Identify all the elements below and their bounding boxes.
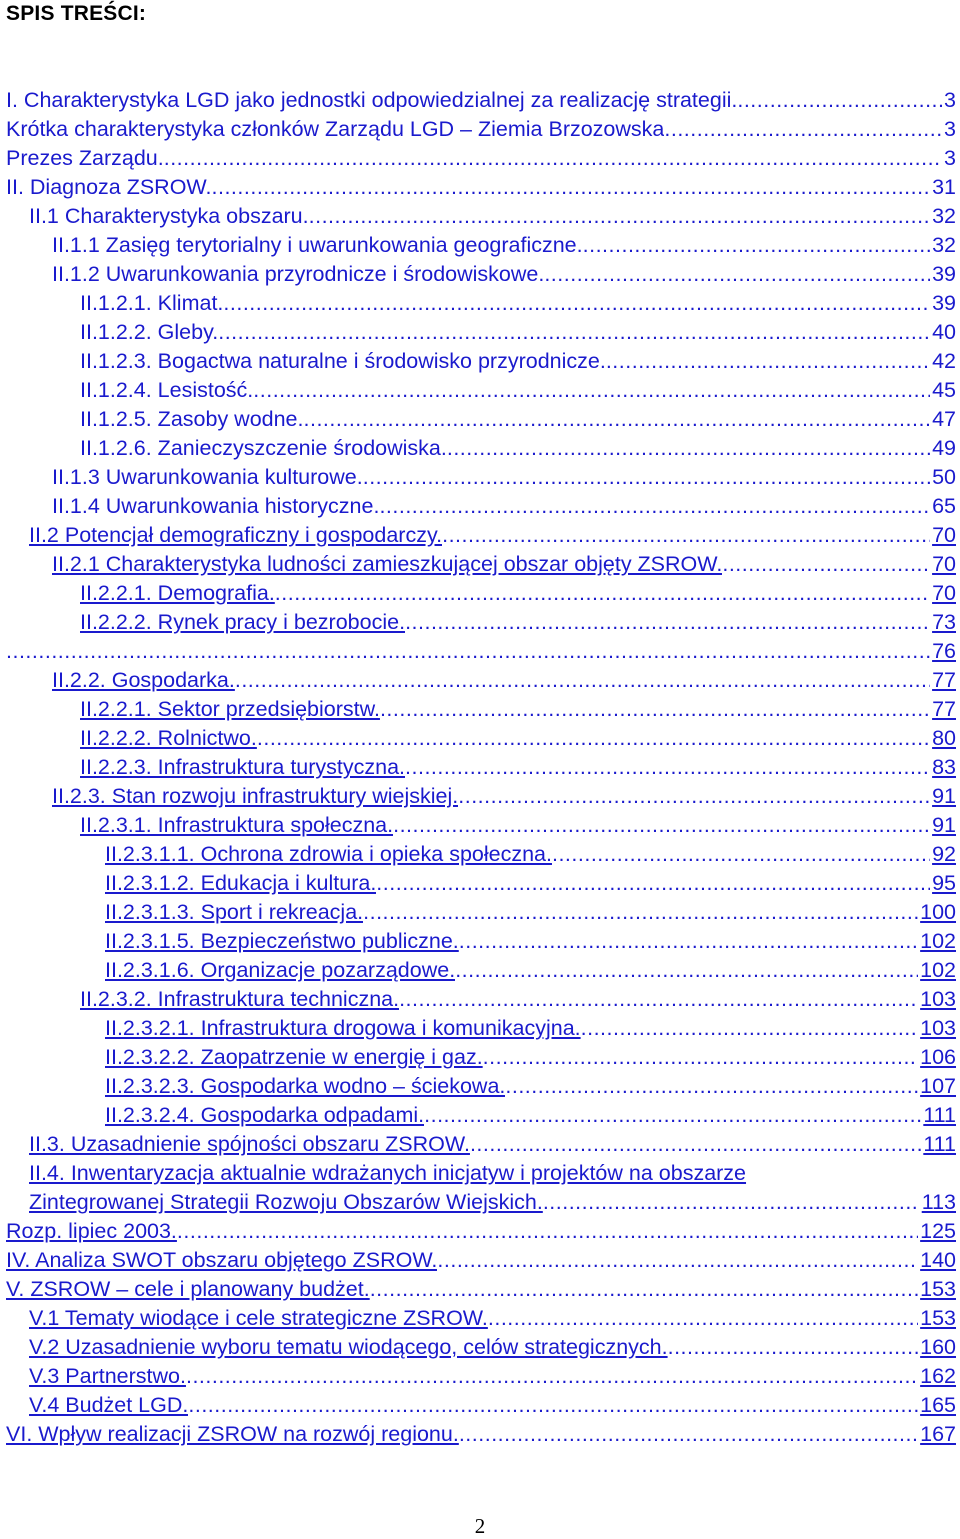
dot-leader <box>186 1362 918 1391</box>
toc-entry-link[interactable] <box>80 579 956 608</box>
dot-leader <box>552 840 930 869</box>
toc-entry <box>0 115 960 144</box>
dot-leader <box>218 318 930 347</box>
toc-entry <box>0 695 960 724</box>
toc-entry-link[interactable] <box>52 782 956 811</box>
toc-entry-title: II.2.2.1. Sektor przedsiębiorstw. <box>80 697 380 721</box>
dot-leader <box>399 985 918 1014</box>
toc-entry <box>0 318 960 347</box>
toc-entry-title: II.2.2.3. Infrastruktura turystyczna. <box>80 755 406 779</box>
toc-entry <box>0 144 960 173</box>
toc-entry-title: V. ZSROW – cele i planowany budżet. <box>6 1277 370 1301</box>
dot-leader <box>405 608 930 637</box>
toc-entry-page: 91 <box>932 784 956 808</box>
toc-entry <box>0 289 960 318</box>
toc-entry <box>0 985 960 1014</box>
toc-entry-page: 3 <box>944 117 956 141</box>
toc-entry-page: 111 <box>923 1132 956 1156</box>
toc-entry-link[interactable] <box>105 956 956 985</box>
toc-entry <box>0 86 960 115</box>
toc-entry-page: 76 <box>932 639 956 663</box>
toc-entry-page: 111 <box>923 1103 956 1127</box>
dot-leader <box>459 927 918 956</box>
toc-entry <box>0 898 960 927</box>
toc-entry-title: Rozp. lipiec 2003. <box>6 1219 177 1243</box>
toc-entry <box>0 1333 960 1362</box>
toc-entry-page: 39 <box>932 262 956 286</box>
dot-leader <box>405 753 930 782</box>
toc-entry <box>0 347 960 376</box>
toc-entry-page: 70 <box>932 523 956 547</box>
toc-entry-link[interactable] <box>105 840 956 869</box>
page-number: 2 <box>474 1514 486 1538</box>
dot-leader <box>470 1130 921 1159</box>
toc-entry <box>0 1420 960 1449</box>
toc-entry-page: 102 <box>920 929 956 953</box>
toc-entry-title: II.2.3.2.4. Gospodarka odpadami. <box>105 1103 425 1127</box>
toc-entry-title: II.2.3.1. Infrastruktura społeczna. <box>80 813 394 837</box>
table-of-contents <box>0 86 960 1449</box>
toc-entry-link[interactable] <box>105 927 956 956</box>
dot-leader <box>544 260 930 289</box>
toc-entry <box>0 1043 960 1072</box>
dot-leader <box>488 1304 918 1333</box>
dot-leader <box>188 1391 918 1420</box>
toc-entry-title: V.3 Partnerstwo. <box>29 1364 186 1388</box>
dot-leader <box>212 173 931 202</box>
toc-entry-link[interactable] <box>29 1130 956 1159</box>
toc-entry-page: 165 <box>920 1393 956 1417</box>
toc-entry <box>0 724 960 753</box>
toc-entry-title: Krótka charakterystyka członków Zarządu LGD – Ziemia Brzozowska <box>6 117 665 141</box>
toc-entry-page: 113 <box>921 1190 956 1214</box>
toc-entry-link[interactable] <box>29 1304 956 1333</box>
toc-entry-link[interactable] <box>29 1362 956 1391</box>
toc-entry <box>0 202 960 231</box>
toc-entry-link[interactable] <box>80 724 956 753</box>
dot-leader <box>424 1101 921 1130</box>
toc-entry-page: 3 <box>944 146 956 170</box>
toc-entry-title: II.2.3.1.1. Ochrona zdrowia i opieka społeczna. <box>105 842 552 866</box>
toc-entry-page: 153 <box>920 1306 956 1330</box>
toc-entry-title: II.1.2.4. Lesistość. <box>80 378 254 402</box>
toc-entry <box>0 869 960 898</box>
toc-entry-link[interactable] <box>29 1188 956 1217</box>
toc-entry-page: 49 <box>932 436 956 460</box>
toc-entry-page: 77 <box>932 668 956 692</box>
dot-leader <box>543 1188 920 1217</box>
toc-entry-title: II.1.1 Zasięg terytorialny i uwarunkowania geograficzne. <box>52 233 583 257</box>
toc-entry-title: II.1.2.5. Zasoby wodne. <box>80 407 304 431</box>
dot-leader <box>380 695 930 724</box>
toc-entry-link[interactable] <box>29 521 956 550</box>
toc-entry-link[interactable] <box>105 1101 956 1130</box>
toc-entry-page: 83 <box>932 755 956 779</box>
dot-leader <box>379 492 930 521</box>
dot-leader <box>459 1420 918 1449</box>
toc-entry-page: 103 <box>920 987 956 1011</box>
toc-entry-link[interactable] <box>52 666 956 695</box>
toc-entry-page: 95 <box>932 871 956 895</box>
toc-entry <box>0 579 960 608</box>
dot-leader <box>177 1217 918 1246</box>
toc-entry-link[interactable] <box>80 318 956 347</box>
toc-entry-link[interactable] <box>6 115 956 144</box>
toc-entry <box>0 782 960 811</box>
dot-leader <box>668 1333 919 1362</box>
dot-leader <box>581 1014 919 1043</box>
toc-entry <box>0 927 960 956</box>
dot-leader <box>309 202 930 231</box>
toc-entry <box>0 1217 960 1246</box>
toc-entry-link[interactable] <box>80 608 956 637</box>
toc-entry-page: 32 <box>932 204 956 228</box>
dot-leader <box>257 724 930 753</box>
toc-entry-link[interactable] <box>105 1043 956 1072</box>
toc-entry-title: II.2 Potencjał demograficzny i gospodarczy. <box>29 523 443 547</box>
dot-leader <box>275 579 930 608</box>
dot-leader <box>442 521 930 550</box>
toc-entry-title: II.2.3.1.2. Edukacja i kultura. <box>105 871 377 895</box>
toc-entry-title: II.1.2.6. Zanieczyszczenie środowiska. <box>80 436 447 460</box>
toc-entry-link[interactable] <box>6 1246 956 1275</box>
toc-entry-page: 153 <box>920 1277 956 1301</box>
toc-entry-link[interactable] <box>6 637 956 666</box>
toc-entry-page: 102 <box>920 958 956 982</box>
toc-entry-link[interactable] <box>80 434 956 463</box>
toc-entry-page: 65 <box>932 494 956 518</box>
toc-entry-title: V.1 Tematy wiodące i cele strategiczne ZSROW. <box>29 1306 488 1330</box>
dot-leader <box>737 86 942 115</box>
toc-entry-title: II.2.2.2. Rynek pracy i bezrobocie. <box>80 610 406 634</box>
toc-entry <box>0 1275 960 1304</box>
toc-entry-page: 167 <box>920 1422 956 1446</box>
toc-entry <box>0 1362 960 1391</box>
dot-leader <box>483 1043 918 1072</box>
toc-entry-page: 107 <box>920 1074 956 1098</box>
toc-entry-title: II.1.2.1. Klimat. <box>80 291 224 315</box>
dot-leader <box>363 898 918 927</box>
toc-entry-link[interactable] <box>29 202 956 231</box>
dot-leader <box>505 1072 918 1101</box>
toc-entry-title: II.1.2 Uwarunkowania przyrodnicze i środowiskowe. <box>52 262 545 286</box>
toc-entry-page: 77 <box>932 697 956 721</box>
dot-leader <box>393 811 930 840</box>
toc-entry-link[interactable] <box>52 231 956 260</box>
toc-entry-page: 106 <box>920 1045 956 1069</box>
dot-leader <box>455 956 918 985</box>
toc-entry <box>0 173 960 202</box>
dot-leader <box>304 405 931 434</box>
toc-entry-title: II.2.3.1.3. Sport i rekreacja. <box>105 900 364 924</box>
toc-entry-page: 91 <box>932 813 956 837</box>
toc-entry <box>0 1391 960 1420</box>
toc-entry-link[interactable] <box>6 1420 956 1449</box>
toc-entry <box>0 1304 960 1333</box>
dot-leader <box>164 144 942 173</box>
toc-entry <box>0 666 960 695</box>
toc-entry <box>0 956 960 985</box>
toc-entry-page: 70 <box>932 552 956 576</box>
dot-leader <box>363 463 930 492</box>
toc-entry-title: II.3. Uzasadnienie spójności obszaru ZSROW. <box>29 1132 470 1156</box>
toc-entry-title: II.1.3 Uwarunkowania kulturowe. <box>52 465 363 489</box>
toc-entry <box>0 811 960 840</box>
toc-entry <box>0 1072 960 1101</box>
toc-entry-link[interactable] <box>80 811 956 840</box>
dot-leader <box>253 376 930 405</box>
toc-entry-link[interactable] <box>80 985 956 1014</box>
toc-entry-page: 42 <box>932 349 956 373</box>
toc-entry <box>0 1159 960 1217</box>
page-title: SPIS TREŚCI: <box>6 2 147 25</box>
toc-entry-link[interactable] <box>105 898 956 927</box>
toc-entry <box>0 260 960 289</box>
dot-leader <box>722 550 930 579</box>
toc-entry-title-line[interactable]: II.4. Inwentaryzacja aktualnie wdrażanych inicjatyw i projektów na obszarze <box>29 1161 747 1185</box>
toc-entry <box>0 608 960 637</box>
toc-entry-page: 47 <box>932 407 956 431</box>
toc-entry <box>0 1014 960 1043</box>
toc-entry-title: II.2.1 Charakterystyka ludności zamieszkującej obszar objęty ZSROW. <box>52 552 723 576</box>
toc-entry-title: II.1.2.2. Gleby. <box>80 320 219 344</box>
toc-entry <box>0 1101 960 1130</box>
dot-leader <box>376 869 930 898</box>
toc-entry-link[interactable] <box>29 1333 956 1362</box>
toc-entry <box>0 753 960 782</box>
toc-entry <box>0 376 960 405</box>
toc-entry-page: 100 <box>920 900 956 924</box>
toc-entry <box>0 1130 960 1159</box>
toc-entry-page: 32 <box>932 233 956 257</box>
toc-entry-title: II.2.3.2.3. Gospodarka wodno – ściekowa. <box>105 1074 506 1098</box>
toc-entry-page: 70 <box>932 581 956 605</box>
dot-leader <box>223 289 930 318</box>
toc-entry-title: II.2.3.2.2. Zaopatrzenie w energię i gaz. <box>105 1045 483 1069</box>
toc-entry-link[interactable] <box>105 1072 956 1101</box>
toc-entry-title: II.1.4 Uwarunkowania historyczne. <box>52 494 380 518</box>
toc-entry-page: 80 <box>932 726 956 750</box>
dot-leader <box>606 347 930 376</box>
toc-entry-link[interactable] <box>6 1217 956 1246</box>
toc-entry <box>0 405 960 434</box>
toc-entry-link[interactable] <box>52 260 956 289</box>
dot-leader <box>583 231 930 260</box>
toc-entry <box>0 434 960 463</box>
toc-entry-title: II.2.2.2. Rolnictwo. <box>80 726 257 750</box>
toc-entry-page: 50 <box>932 465 956 489</box>
toc-entry-page: 140 <box>920 1248 956 1272</box>
toc-entry-link[interactable] <box>80 376 956 405</box>
dot-leader <box>447 434 930 463</box>
dot-leader <box>235 666 930 695</box>
dot-leader <box>370 1275 918 1304</box>
dot-leader <box>6 637 930 666</box>
toc-entry-title: II.2.2. Gospodarka. <box>52 668 235 692</box>
toc-entry <box>0 840 960 869</box>
toc-entry-page: 31 <box>932 175 956 199</box>
toc-entry-link[interactable] <box>80 289 956 318</box>
toc-entry-title: VI. Wpływ realizacji ZSROW na rozwój regionu. <box>6 1422 459 1446</box>
toc-entry-title: II. Diagnoza ZSROW. <box>6 175 212 199</box>
toc-entry-title: II.1 Charakterystyka obszaru. <box>29 204 309 228</box>
toc-entry-page: 162 <box>920 1364 956 1388</box>
toc-entry-title: II.2.3. Stan rozwoju infrastruktury wiejskiej. <box>52 784 459 808</box>
toc-entry-page: 125 <box>920 1219 956 1243</box>
toc-entry-link[interactable] <box>52 492 956 521</box>
toc-entry-title: Zintegrowanej Strategii Rozwoju Obszarów Wiejskich. <box>29 1190 543 1214</box>
toc-entry-title: IV. Analiza SWOT obszaru objętego ZSROW. <box>6 1248 438 1272</box>
toc-entry <box>0 231 960 260</box>
toc-entry-link[interactable] <box>80 347 956 376</box>
toc-entry <box>0 463 960 492</box>
toc-entry <box>0 1246 960 1275</box>
toc-entry <box>0 492 960 521</box>
toc-entry-link[interactable] <box>6 1275 956 1304</box>
toc-entry-link[interactable] <box>105 1014 956 1043</box>
toc-entry-page: 39 <box>932 291 956 315</box>
dot-leader <box>437 1246 918 1275</box>
toc-entry-title: V.4 Budżet LGD. <box>29 1393 189 1417</box>
toc-entry-title: II.2.3.2.1. Infrastruktura drogowa i komunikacyjna. <box>105 1016 581 1040</box>
toc-entry-title: V.2 Uzasadnienie wyboru tematu wiodącego, celów strategicznych. <box>29 1335 668 1359</box>
dot-leader <box>664 115 942 144</box>
toc-entry-link[interactable] <box>52 550 956 579</box>
toc-entry <box>0 521 960 550</box>
toc-entry-link[interactable] <box>80 753 956 782</box>
toc-entry-link[interactable] <box>80 695 956 724</box>
toc-entry-title: II.2.2.1. Demografia. <box>80 581 275 605</box>
dot-leader <box>458 782 930 811</box>
toc-entry-link[interactable] <box>105 869 956 898</box>
toc-entry-link[interactable] <box>29 1391 956 1420</box>
toc-entry <box>0 550 960 579</box>
toc-entry-title: II.2.3.1.6. Organizacje pozarządowe. <box>105 958 456 982</box>
toc-entry-page: 40 <box>932 320 956 344</box>
toc-entry-page: 73 <box>932 610 956 634</box>
toc-entry-page: 103 <box>920 1016 956 1040</box>
toc-entry-title: II.1.2.3. Bogactwa naturalne i środowisko przyrodnicze. <box>80 349 606 373</box>
toc-entry-title: II.2.3.2. Infrastruktura techniczna. <box>80 987 400 1011</box>
toc-entry-link[interactable] <box>6 173 956 202</box>
toc-entry-link[interactable] <box>6 144 956 173</box>
toc-entry-link[interactable] <box>6 86 956 115</box>
toc-entry-page: 92 <box>932 842 956 866</box>
toc-entry-title: I. Charakterystyka LGD jako jednostki odpowiedzialnej za realizację strategii. <box>6 88 738 112</box>
toc-entry-page: 45 <box>932 378 956 402</box>
toc-entry <box>0 637 960 666</box>
toc-entry-page: 160 <box>920 1335 956 1359</box>
toc-entry-title: Prezes Zarządu. <box>6 146 164 170</box>
toc-entry-link[interactable] <box>52 463 956 492</box>
toc-entry-link[interactable] <box>80 405 956 434</box>
toc-entry-page: 3 <box>944 88 956 112</box>
toc-entry-title: II.2.3.1.5. Bezpieczeństwo publiczne. <box>105 929 459 953</box>
